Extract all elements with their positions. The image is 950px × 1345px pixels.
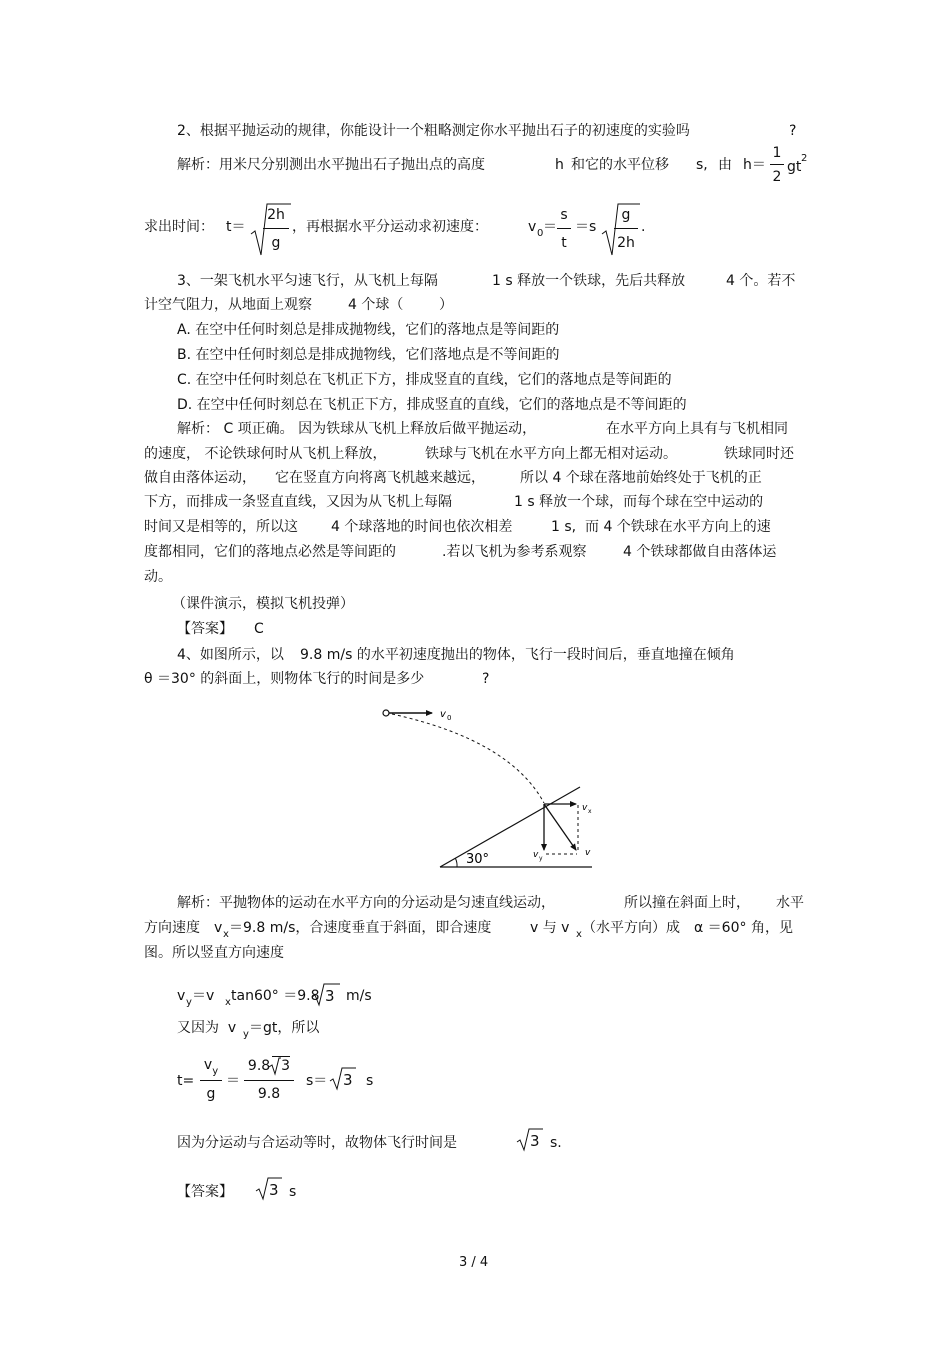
- q2-g-bar: [614, 228, 638, 229]
- q2-t-bar: [263, 228, 289, 229]
- q3-analysis-3b: 它在竖直方向将离飞机越来越远，: [275, 470, 485, 486]
- q4-sol1-c: 水平: [776, 895, 804, 911]
- q3-answer: C: [254, 621, 264, 637]
- q4-also-sub: y: [243, 1029, 249, 1040]
- q2-h-eq: h＝: [743, 157, 766, 173]
- q2-t-num: 2h: [267, 207, 285, 223]
- q4-t-sqrt: 3: [343, 1071, 353, 1089]
- vy-label: v: [533, 850, 539, 860]
- page-number: 3 / 4: [459, 1255, 489, 1270]
- q4-line1-b: 9.8 m/s 的水平初速度抛出的物体，飞行一段时间后，垂直地撞在倾角: [300, 647, 735, 663]
- q3-analysis-5c: 1 s, 而 4 个铁球在水平方向上的速: [551, 519, 771, 535]
- q4-line2-a: θ ＝30° 的斜面上，则物体飞行的时间是多少: [144, 671, 425, 687]
- q4-sol2-d: v 与 v: [530, 920, 570, 936]
- q2-v0: v: [528, 219, 537, 235]
- q3-analysis-5a: 时间又是相等的，所以这: [144, 519, 298, 535]
- q2-eq1: ＝: [543, 219, 557, 235]
- q2-mid-text: ，再根据水平分运动求初速度：: [292, 219, 488, 235]
- v-label: v: [585, 848, 591, 858]
- q2-frac-den: 2: [772, 169, 782, 185]
- q3-line2-b: 4 个球（ ）: [348, 297, 453, 313]
- q2-gt: gt: [787, 159, 802, 175]
- q2-question-mark: ?: [789, 123, 797, 139]
- q2-solution-h: h: [555, 157, 564, 173]
- q4-t-num: [200, 1056, 222, 1076]
- q3-line1-c: 4 个。若不: [726, 273, 796, 289]
- q4-t-unit: s: [366, 1073, 374, 1089]
- q4-t-num2-sqrt-sign: [269, 1057, 281, 1077]
- q3-demo: （课件演示，模拟飞机投弹）: [172, 596, 354, 612]
- q2-v0-sub: 0: [537, 228, 544, 239]
- q4-t-num-v: v: [203, 1057, 213, 1073]
- q3-analysis-6a: 度都相同，它们的落地点必然是等间距的: [144, 544, 396, 560]
- q4-also-b: ＝gt，所以: [249, 1020, 320, 1036]
- vx-sub-label: x: [588, 808, 592, 815]
- q2-solution-s: s,: [696, 157, 708, 173]
- q3-option-b: B. 在空中任何时刻总是排成抛物线，它们落地点是不等间距的: [177, 347, 560, 363]
- q3-analysis-2c: 铁球同时还: [724, 446, 794, 462]
- q4-sol1-a: 解析：平抛物体的运动在水平方向的分运动是匀速直线运动，: [177, 895, 555, 911]
- q3-answer-label: 【答案】: [177, 621, 233, 637]
- q2-g-num: g: [621, 207, 631, 223]
- q4-t-lead: t=: [177, 1073, 195, 1089]
- q2-t-den: g: [271, 235, 281, 251]
- q4-vy-sqrt: 3: [325, 987, 335, 1005]
- q4-vy-line-c: tan60° ＝9.8: [231, 988, 320, 1004]
- q3-analysis-6c: 4 个铁球都做自由落体运: [623, 544, 777, 560]
- q3-analysis-4a: 下方，而排成一条竖直直线，又因为从飞机上每隔: [144, 494, 452, 510]
- q4-t-eq: ＝: [226, 1073, 240, 1089]
- q3-option-c: C. 在空中任何时刻总在飞机正下方，排成竖直的直线，它们的落地点是等间距的: [177, 372, 672, 388]
- q3-line1-b: 1 s 释放一个铁球，先后共释放: [492, 273, 686, 289]
- q2-gt-exponent: 2: [801, 153, 808, 164]
- q3-analysis-1a: 解析： C 项正确。 因为铁球从飞机上释放后做平抛运动，: [177, 421, 537, 437]
- q4-answer-sqrt: 3: [269, 1181, 279, 1199]
- q2-g-den: 2h: [617, 235, 635, 251]
- q4-t-den2: 9.8: [257, 1086, 281, 1102]
- q3-analysis-6b: .若以飞机为参考系观察: [442, 544, 587, 560]
- incline-slope: [440, 787, 580, 867]
- angle-label: 30°: [466, 852, 490, 867]
- q4-vy-sub: y: [186, 997, 192, 1008]
- q3-analysis-3c: 所以 4 个球在落地前始终处于飞机的正: [520, 470, 762, 486]
- q3-analysis-2a: 的速度， 不论铁球何时从飞机上释放，: [144, 446, 387, 462]
- q3-option-d: D. 在空中任何时刻总在飞机正下方，排成竖直的直线，它们的落地点是不等间距的: [177, 397, 687, 413]
- q4-sol3: 图。所以竖直方向速度: [144, 945, 284, 961]
- q2-s-bar: [557, 228, 571, 229]
- vx-label: v: [582, 803, 588, 813]
- q4-t-bar: [200, 1080, 222, 1081]
- q4-sol2-c: ＝9.8 m/s，合速度垂直于斜面，即合速度: [229, 920, 492, 936]
- q4-sol2-a: 方向速度: [144, 920, 200, 936]
- q2-solution-a: 解析：用米尺分别测出水平抛出石子抛出点的高度: [177, 157, 485, 173]
- q4-conclusion-unit: s.: [550, 1135, 562, 1151]
- q4-conclusion-sqrt: 3: [530, 1132, 540, 1150]
- angle-arc: [456, 859, 458, 868]
- q4-also: 又因为 v: [177, 1020, 237, 1036]
- q2-frac-bar: [770, 164, 784, 165]
- q3-analysis-3a: 做自由落体运动，: [144, 470, 256, 486]
- q4-figure: [370, 700, 610, 875]
- q2-solution-b: 和它的水平位移: [571, 157, 669, 173]
- q2-question: 2、根据平抛运动的规律，你能设计一个粗略测定你水平抛出石子的初速度的实验吗: [177, 123, 690, 139]
- q4-line2-b: ?: [482, 671, 490, 687]
- q2-t-eq: t＝: [226, 219, 246, 235]
- projectile-ball: [383, 710, 389, 716]
- q4-sol1-b: 所以撞在斜面上时，: [624, 895, 750, 911]
- q4-vy-line-b: ＝v: [192, 988, 215, 1004]
- q4-sol2-vx-sub: x: [223, 929, 229, 940]
- q2-period: .: [641, 219, 646, 235]
- q4-t-num2-sqrt: 3: [272, 1056, 290, 1075]
- q4-t-num-sub: y: [212, 1066, 219, 1077]
- q3-option-a: A. 在空中任何时刻总是排成抛物线，它们的落地点是等间距的: [177, 322, 560, 338]
- q3-analysis-7: 动。: [144, 569, 172, 585]
- q2-frac-num: 1: [772, 145, 782, 161]
- resultant-velocity-arrow: [544, 804, 576, 850]
- q4-answer-unit: s: [289, 1184, 297, 1200]
- v0-label: v: [440, 709, 446, 720]
- q4-sol2-f: α ＝60° 角，见: [694, 920, 793, 936]
- q4-t-den: g: [206, 1086, 216, 1102]
- q2-s-num: s: [560, 207, 568, 223]
- q4-conclusion: 因为分运动与合运动等时，故物体飞行时间是: [177, 1135, 457, 1151]
- q2-solution-by: 由: [718, 157, 732, 173]
- vy-sub-label: y: [539, 855, 543, 862]
- q4-sol2-vx2-sub: x: [576, 929, 582, 940]
- q4-sol2-vx: v: [214, 920, 223, 936]
- q4-vy-unit: m/s: [346, 988, 372, 1004]
- q3-analysis-5b: 4 个球落地的时间也依次相差: [331, 519, 513, 535]
- trajectory-curve: [392, 714, 544, 803]
- q4-vy-line-a: v: [177, 988, 186, 1004]
- q3-analysis-4b: 1 s 释放一个球，而每个球在空中运动的: [514, 494, 764, 510]
- q2-eq2: ＝s: [575, 219, 597, 235]
- q4-t-num2: 9.8: [247, 1058, 271, 1074]
- q4-sol2-e: （水平方向）成: [582, 920, 680, 936]
- q3-analysis-1b: 在水平方向上具有与飞机相同: [606, 421, 788, 437]
- q4-t-bar2: [244, 1080, 294, 1081]
- q4-t-s: s＝: [306, 1073, 328, 1089]
- q2-time-label: 求出时间：: [144, 219, 214, 235]
- q3-line1-a: 3、一架飞机水平匀速飞行，从飞机上每隔: [177, 273, 438, 289]
- q3-line2-a: 计空气阻力，从地面上观察: [144, 297, 312, 313]
- q4-vy-sub2: x: [225, 997, 231, 1008]
- v0-sub-label: 0: [447, 714, 452, 722]
- q4-answer-label: 【答案】: [177, 1184, 233, 1200]
- q3-analysis-2b: 铁球与飞机在水平方向上都无相对运动。: [425, 446, 677, 462]
- q2-s-den: t: [561, 235, 567, 251]
- q4-line1-a: 4、如图所示，以: [177, 647, 284, 663]
